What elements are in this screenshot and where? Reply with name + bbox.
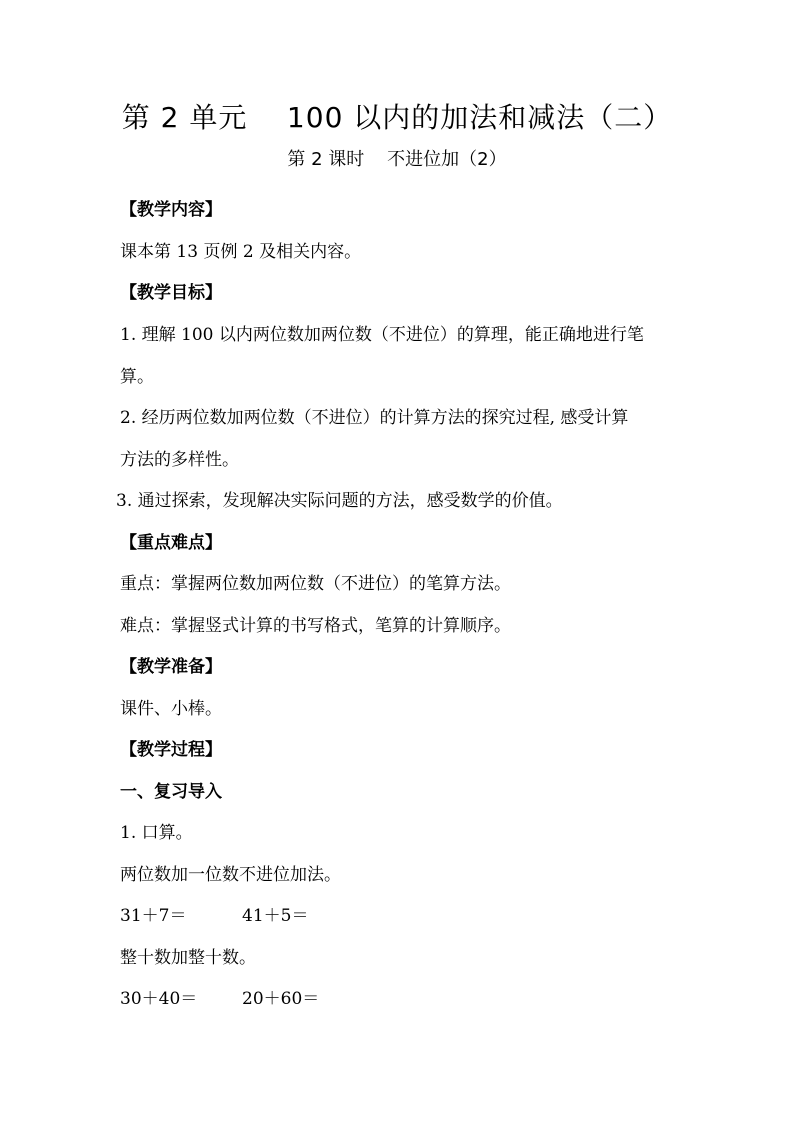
difficult-point-text: 难点：掌握竖式计算的书写格式，笔算的计算顺序。 xyxy=(120,616,511,636)
key-points-heading: 【重点难点】 xyxy=(120,533,222,553)
goal-2-line-2: 方法的多样性。 xyxy=(120,450,239,470)
part-1-heading: 一、复习导入 xyxy=(120,782,222,802)
expression-3: 30＋40＝ xyxy=(120,989,198,1009)
lesson-subtitle: 第 2 课时 不进位加（2） xyxy=(287,149,507,170)
goal-2-line-1: 2. 经历两位数加两位数（不进位）的计算方法的探究过程, 感受计算 xyxy=(120,408,629,428)
content-heading: 【教学内容】 xyxy=(120,200,222,220)
goal-1-line-2: 算。 xyxy=(120,367,154,387)
content-text: 课本第 13 页例 2 及相关内容。 xyxy=(120,242,362,262)
expression-1: 31＋7＝ xyxy=(120,906,187,926)
goals-heading: 【教学目标】 xyxy=(120,283,222,303)
goal-3: 3. 通过探索，发现解决实际问题的方法，感受数学的价值。 xyxy=(116,491,563,511)
type-2-label: 整十数加整十数。 xyxy=(120,948,256,968)
expression-2: 41＋5＝ xyxy=(242,906,309,926)
type-1-label: 两位数加一位数不进位加法。 xyxy=(120,865,341,885)
process-heading: 【教学过程】 xyxy=(120,740,222,760)
oral-calc-label: 1. 口算。 xyxy=(120,823,193,843)
key-point-text: 重点：掌握两位数加两位数（不进位）的笔算方法。 xyxy=(120,574,511,594)
goal-1-line-1: 1. 理解 100 以内两位数加两位数（不进位）的算理，能正确地进行笔 xyxy=(120,325,644,345)
preparation-heading: 【教学准备】 xyxy=(120,657,222,677)
expression-4: 20＋60＝ xyxy=(242,989,320,1009)
unit-title: 第 2 单元 100 以内的加法和减法（二） xyxy=(121,101,673,134)
preparation-text: 课件、小棒。 xyxy=(120,699,222,719)
